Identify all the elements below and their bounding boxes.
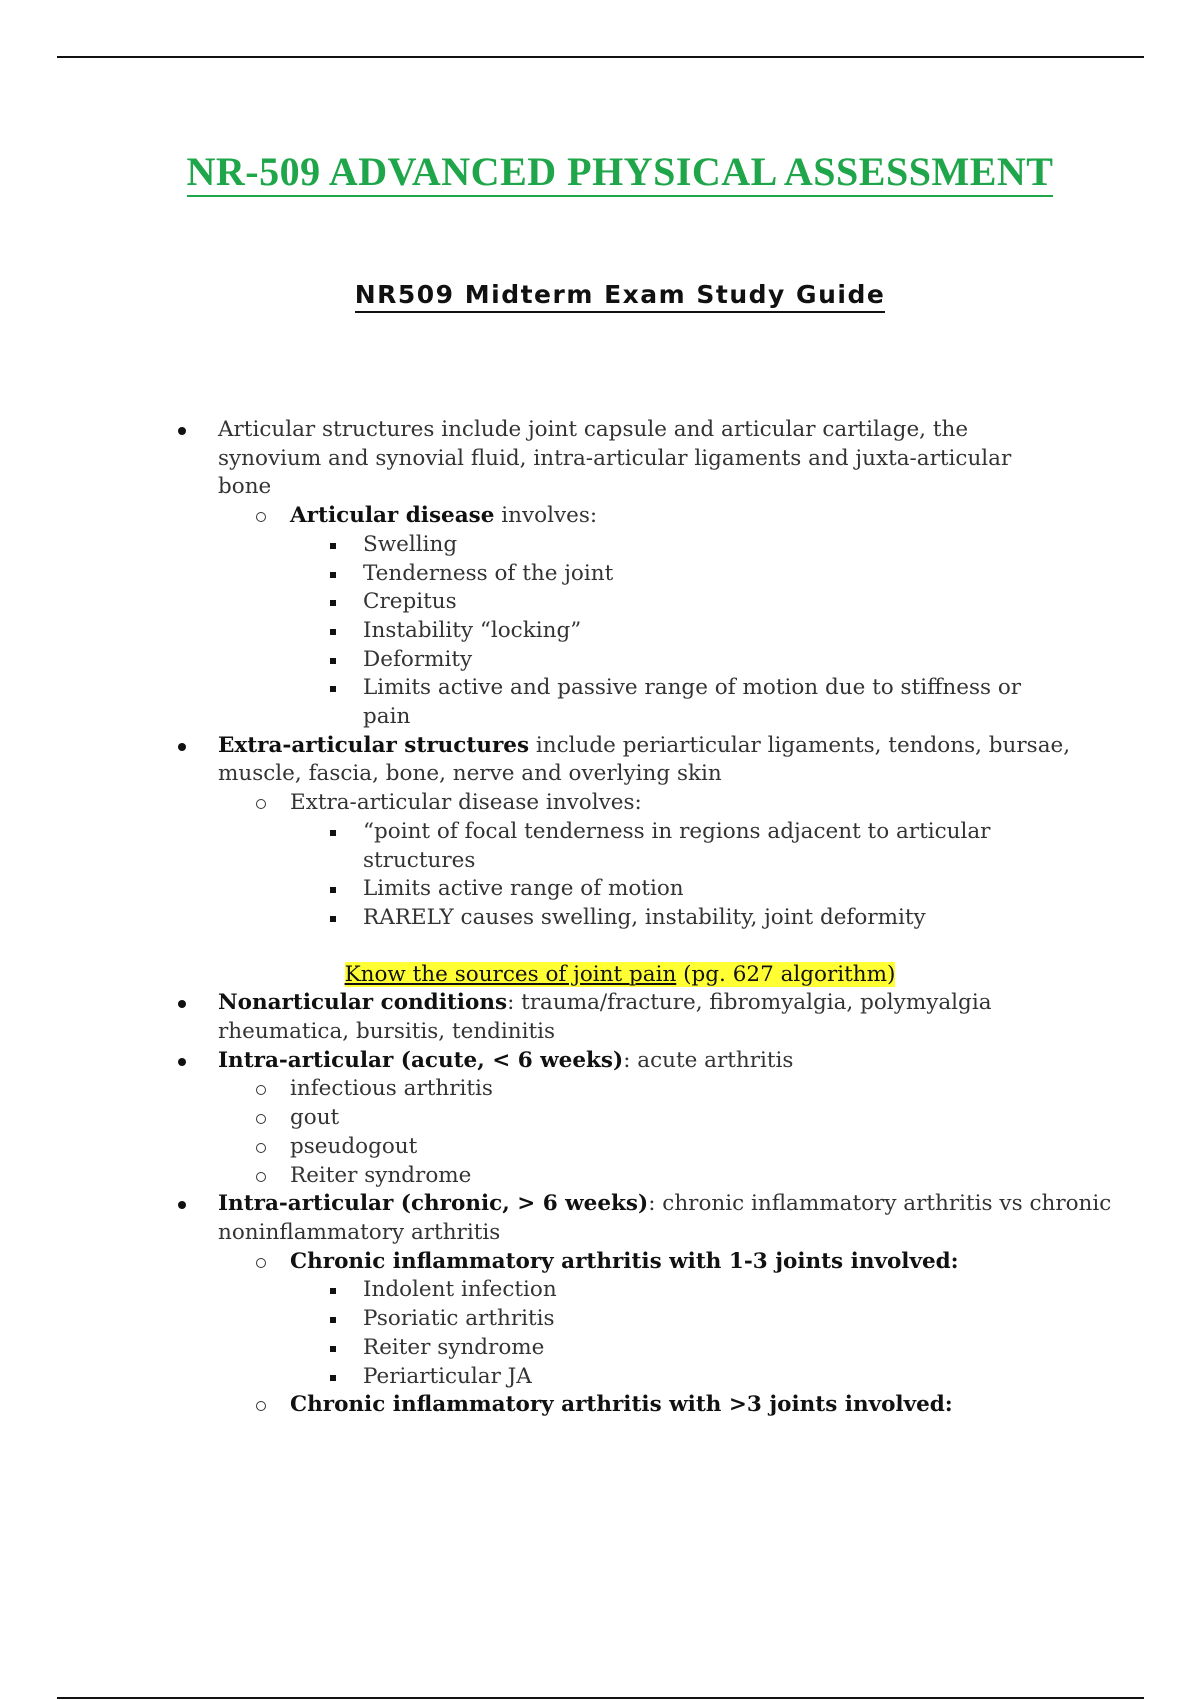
list-item: Limits active and passive range of motion due to stiffness or [0, 674, 1200, 703]
circle-bullet [256, 1114, 266, 1124]
text-line: bone [218, 474, 272, 500]
square-bullet [330, 1317, 336, 1323]
square-bullet [330, 600, 336, 606]
circle-bullet [256, 799, 266, 809]
list-item: Tenderness of the joint [0, 560, 1200, 589]
sub-bullet-articular-disease: Articular disease involves: [0, 502, 1200, 531]
list-item: Swelling [0, 531, 1200, 560]
circle-bullet [256, 1258, 266, 1268]
study-guide-content [0, 416, 1200, 1420]
list-item: Crepitus [0, 588, 1200, 617]
sub-list-item: infectious arthritis [0, 1075, 1200, 1104]
bullet-nonarticular-conditions: Nonarticular conditions: trauma/fracture, fibromyalgia, polymyalgia [0, 989, 1200, 1018]
list-item: Deformity [0, 646, 1200, 675]
list-item: RARELY causes swelling, instability, joint deformity [0, 904, 1200, 933]
sub-list-item: gout [0, 1104, 1200, 1133]
square-bullet [330, 543, 336, 549]
text-line: pain [363, 704, 411, 730]
list-item: “point of focal tenderness in regions adjacent to articular [0, 818, 1200, 847]
square-bullet [330, 916, 336, 922]
list-item: Reiter syndrome [0, 1334, 1200, 1363]
document-title: NR-509 ADVANCED PHYSICAL ASSESSMENT [0, 148, 1200, 195]
highlighted-note: Know the sources of joint pain (pg. 627 algorithm) [344, 961, 896, 987]
sub-list-item: Reiter syndrome [0, 1162, 1200, 1191]
bullet-intra-articular-acute: Intra-articular (acute, < 6 weeks): acute arthritis [0, 1047, 1200, 1076]
square-bullet [330, 1346, 336, 1352]
text-line: muscle, fascia, bone, nerve and overlying skin [218, 761, 722, 787]
circle-bullet [256, 1143, 266, 1153]
bullet-dot [178, 1201, 186, 1209]
bullet-articular-structures: Articular structures include joint capsule and articular cartilage, the [0, 416, 1200, 445]
list-item: Periarticular JA [0, 1363, 1200, 1392]
text-line: structures [363, 847, 476, 873]
square-bullet [330, 686, 336, 692]
bullet-extra-articular-structures: Extra-articular structures include periarticular ligaments, tendons, bursae, [0, 732, 1200, 761]
sub-list-item: pseudogout [0, 1133, 1200, 1162]
bottom-rule [57, 1697, 1144, 1699]
square-bullet [330, 1288, 336, 1294]
top-rule [57, 56, 1144, 58]
document-subtitle: NR509 Midterm Exam Study Guide [0, 280, 1200, 309]
sub-bullet-chronic-1-3-joints: Chronic inflammatory arthritis with 1-3 joints involved: [0, 1248, 1200, 1277]
text-line: noninflammatory arthritis [218, 1219, 501, 1245]
square-bullet [330, 658, 336, 664]
text-line: rheumatica, bursitis, tendinitis [218, 1019, 556, 1045]
text-line: synovium and synovial fluid, intra-articular ligaments and juxta-articular [218, 445, 1012, 471]
circle-bullet [256, 1085, 266, 1095]
square-bullet [330, 629, 336, 635]
bullet-intra-articular-chronic: Intra-articular (chronic, > 6 weeks): chronic inflammatory arthritis vs chronic [0, 1190, 1200, 1219]
sub-bullet-extra-articular-disease: Extra-articular disease involves: [0, 789, 1200, 818]
square-bullet [330, 887, 336, 893]
circle-bullet [256, 512, 266, 522]
list-item: Indolent infection [0, 1276, 1200, 1305]
circle-bullet [256, 1172, 266, 1182]
list-item: Psoriatic arthritis [0, 1305, 1200, 1334]
sub-bullet-chronic-over-3-joints: Chronic inflammatory arthritis with >3 joints involved: [0, 1391, 1200, 1420]
square-bullet [330, 572, 336, 578]
square-bullet [330, 830, 336, 836]
bullet-dot [178, 743, 186, 751]
bullet-dot [178, 1058, 186, 1066]
bullet-dot [178, 1000, 186, 1008]
circle-bullet [256, 1401, 266, 1411]
square-bullet [330, 1375, 336, 1381]
list-item: Limits active range of motion [0, 875, 1200, 904]
bullet-dot [178, 427, 186, 435]
list-item: Instability “locking” [0, 617, 1200, 646]
